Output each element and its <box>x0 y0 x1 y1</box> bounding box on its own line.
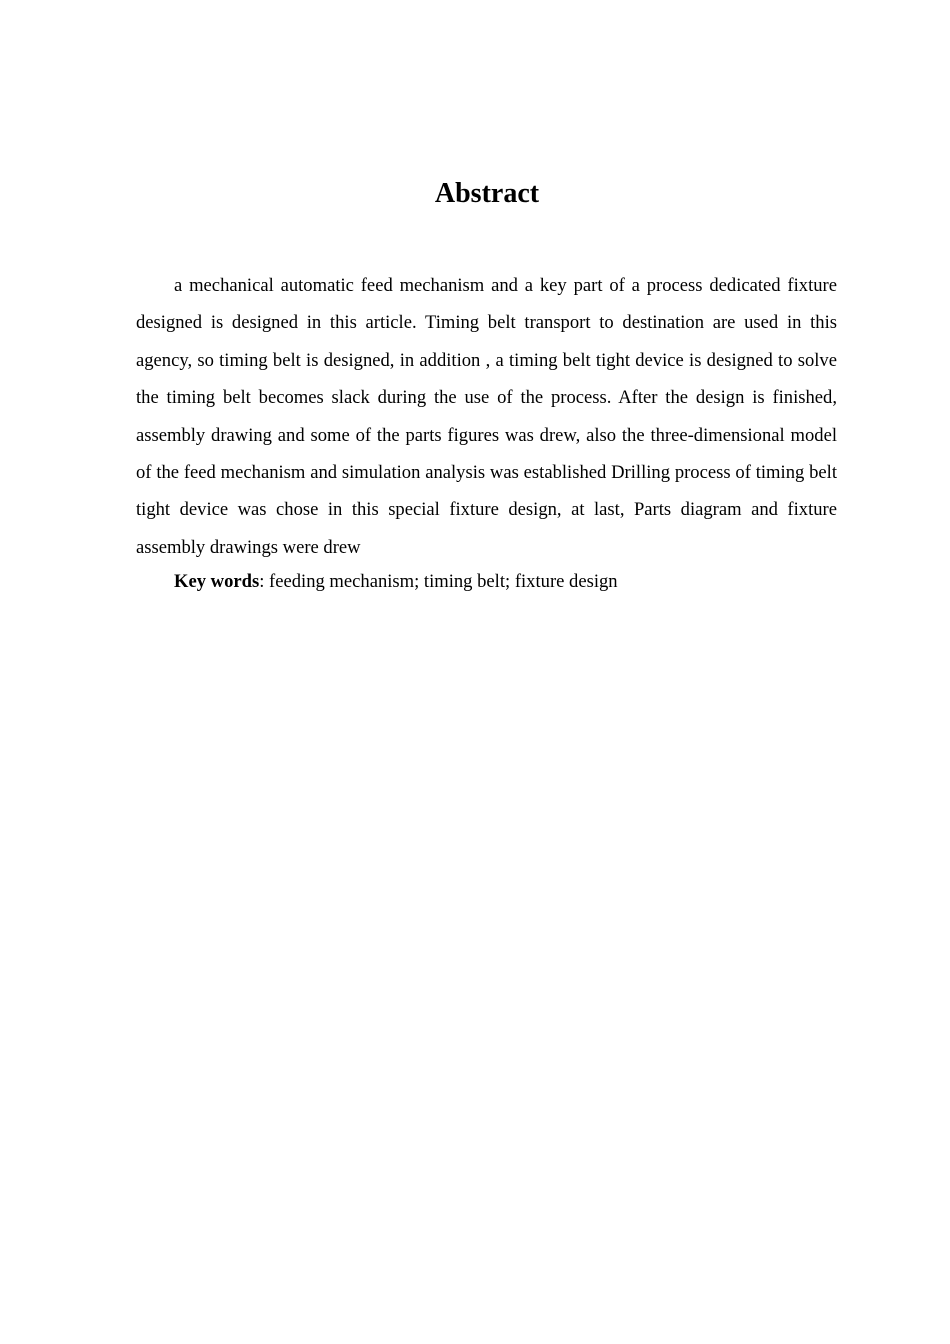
page-title: Abstract <box>434 178 540 209</box>
keywords-label: Key words <box>174 571 260 592</box>
keywords-line <box>136 566 837 598</box>
abstract-paragraph: a mechanical automatic feed mechanism and a key part of a process dedicated fixture designed is designed in this article. Timing belt transport to destination are used in this agency, so timing belt is designed, in addition , a timing belt tight device is designed to solve the timing belt becomes slack during the use of the process. After the design is finished, assembly drawing and some of the parts figures was drew, also the three-dimensional model of the feed mechanism and simulation analysis was established Drilling process of timing belt tight device was chose in this special fixture design, at last, Parts diagram and fixture assembly drawings were drew <box>136 275 837 558</box>
keywords-text: : feeding mechanism; timing belt; fixture design <box>259 571 618 592</box>
